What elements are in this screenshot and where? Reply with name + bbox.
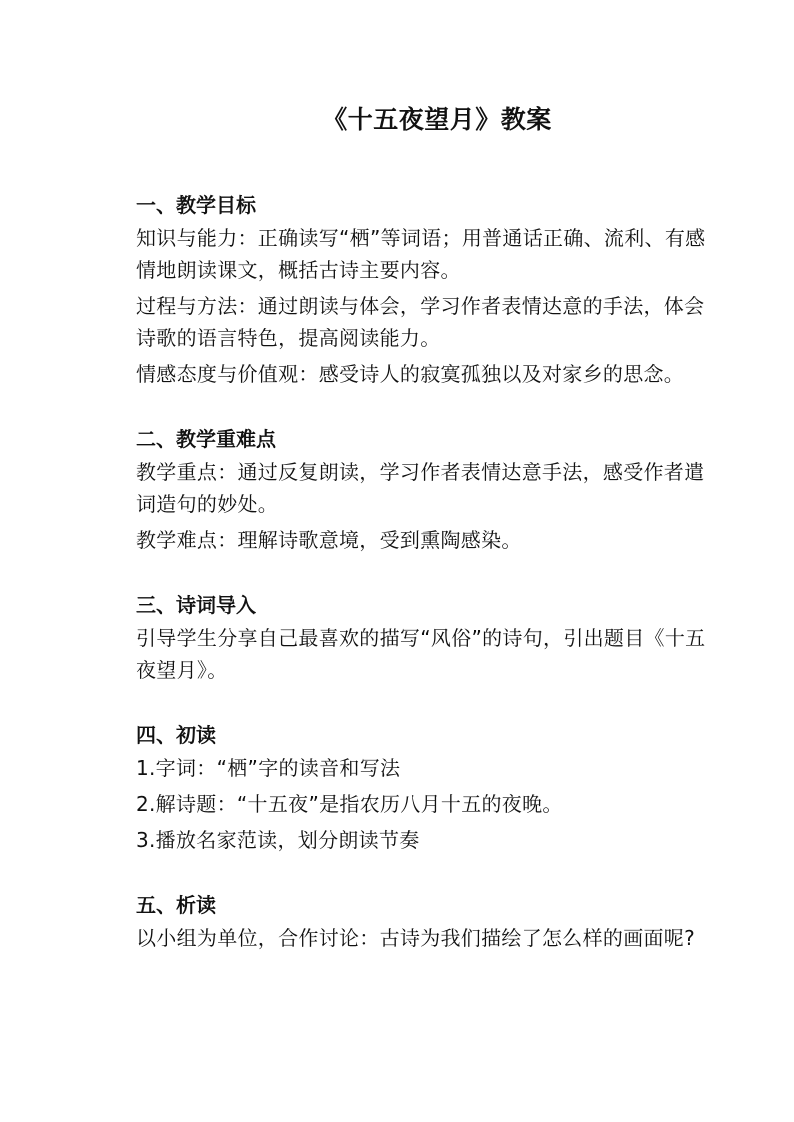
section-key-difficult-points (136, 424, 708, 556)
section-heading: 四、初读 (136, 723, 216, 747)
list-item: 3.播放名家范读，划分朗读节奏 (136, 828, 420, 852)
section-analytical-reading (136, 890, 708, 954)
section-heading: 五、析读 (136, 893, 216, 917)
paragraph-group-discussion: 以小组为单位，合作讨论：古诗为我们描绘了怎么样的画面呢? (136, 926, 696, 950)
section-heading: 一、教学目标 (136, 193, 256, 217)
section-teaching-objectives (136, 190, 708, 390)
list-item: 2.解诗题：“十五夜”是指农历八月十五的夜晚。 (136, 792, 563, 816)
list-item: 1.字词：“栖”字的读音和写法 (136, 756, 401, 780)
paragraph-knowledge-ability: 知识与能力：正确读写“栖”等词语；用普通话正确、流利、有感情地朗读课文，概括古诗主要内容。 (136, 226, 706, 282)
paragraph-difficult-point: 教学难点：理解诗歌意境，受到熏陶感染。 (136, 528, 522, 552)
paragraph-introduction: 引导学生分享自己最喜欢的描写“风俗”的诗句，引出题目《十五夜望月》。 (136, 626, 706, 682)
section-heading: 二、教学重难点 (136, 427, 276, 451)
paragraph-key-point: 教学重点：通过反复朗读，学习作者表情达意手法，感受作者遣词造句的妙处。 (136, 460, 705, 516)
document-title: 《十五夜望月》教案 (322, 105, 552, 134)
section-first-reading (136, 720, 708, 856)
paragraph-process-method: 过程与方法：通过朗读与体会，学习作者表情达意的手法，体会诗歌的语言特色，提高阅读能力。 (136, 294, 705, 350)
section-heading: 三、诗词导入 (136, 593, 256, 617)
section-poem-introduction (136, 590, 708, 686)
paragraph-emotion-values: 情感态度与价值观：感受诗人的寂寞孤独以及对家乡的思念。 (136, 362, 685, 386)
